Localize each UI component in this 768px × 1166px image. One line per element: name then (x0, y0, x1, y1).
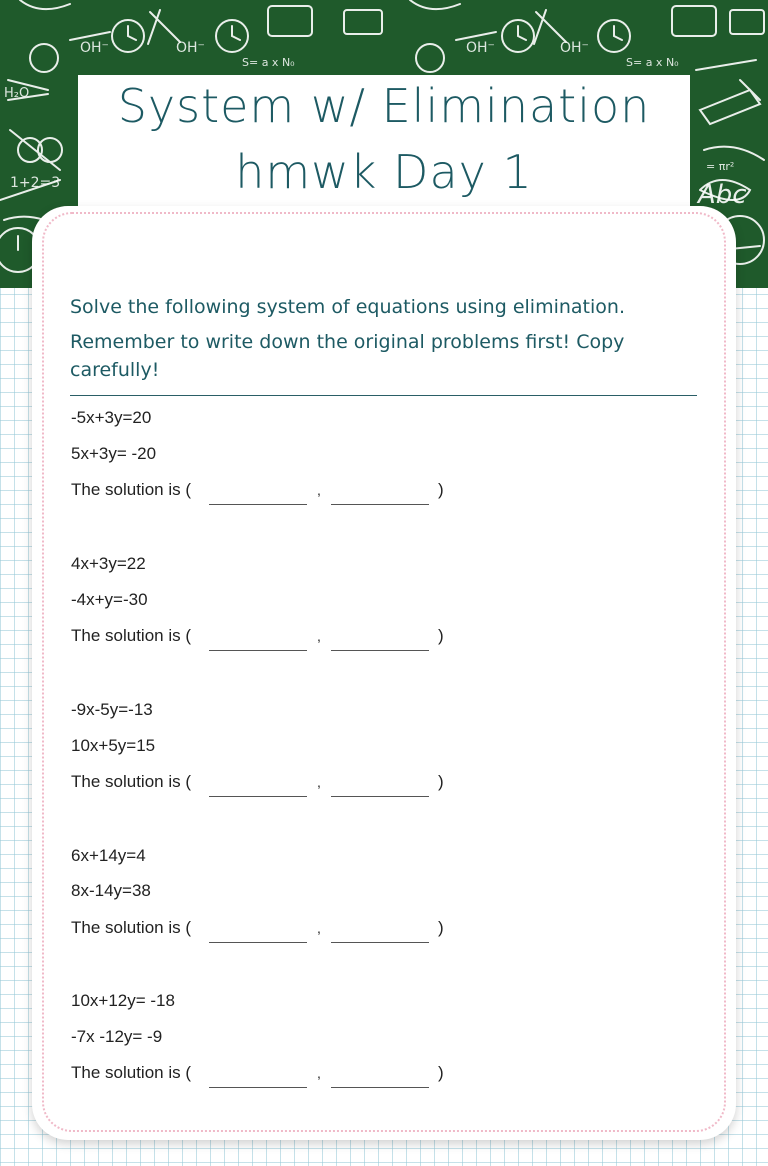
chalk-text-123: 1+2=3 (10, 175, 61, 191)
solution-label: The solution is ( (71, 480, 191, 499)
solution-label: The solution is ( (71, 626, 191, 645)
solution-comma: , (317, 628, 321, 644)
solution-close-paren: ) (438, 1063, 444, 1082)
chalk-text-h2o: H₂O (4, 86, 30, 101)
chalk-text-formula-2: S= a x N₀ (626, 56, 679, 69)
chalk-text-oh: OH⁻ (80, 40, 109, 56)
equation-1: 4x+3y=22 (71, 554, 146, 573)
instructions-divider (70, 395, 697, 396)
solution-y-input[interactable] (331, 774, 429, 797)
solution-x-input[interactable] (209, 482, 307, 505)
solution-y-input[interactable] (331, 920, 429, 943)
equation-1: 6x+14y=4 (71, 846, 146, 865)
chalk-text-abc: Abc (698, 180, 747, 210)
chalk-text-formula: S= a x N₀ (242, 56, 295, 69)
title-card (78, 75, 690, 215)
solution-x-input[interactable] (209, 774, 307, 797)
solution-y-input[interactable] (331, 1065, 429, 1088)
solution-y-input[interactable] (331, 628, 429, 651)
instructions-line-2: Remember to write down the original problems first! Copy carefully! (70, 331, 625, 381)
solution-comma: , (317, 920, 321, 936)
equation-2: 8x-14y=38 (71, 881, 151, 900)
equation-2: -4x+y=-30 (71, 590, 148, 609)
chalk-text-pir2: = πr² (706, 160, 735, 173)
chalk-text-oh-2: OH⁻ (176, 40, 205, 56)
solution-label: The solution is ( (71, 772, 191, 791)
equation-2: -7x -12y= -9 (71, 1027, 163, 1046)
solution-close-paren: ) (438, 480, 444, 499)
solution-comma: , (317, 774, 321, 790)
solution-close-paren: ) (438, 918, 444, 937)
equation-1: -5x+3y=20 (71, 408, 152, 427)
solution-label: The solution is ( (71, 918, 191, 937)
equation-2: 5x+3y= -20 (71, 444, 157, 463)
equation-2: 10x+5y=15 (71, 736, 156, 755)
chalk-text-oh-3: OH⁻ (466, 40, 495, 56)
solution-label: The solution is ( (71, 1063, 191, 1082)
instructions (70, 292, 696, 384)
solution-comma: , (317, 1065, 321, 1081)
solution-close-paren: ) (438, 772, 444, 791)
solution-x-input[interactable] (209, 628, 307, 651)
solution-x-input[interactable] (209, 1065, 307, 1088)
page-title: System w/ Elimination (117, 79, 651, 133)
chalk-text-oh-4: OH⁻ (560, 40, 589, 56)
instructions-line-1: Solve the following system of equations using elimination. (70, 296, 625, 318)
solution-comma: , (317, 482, 321, 498)
equation-1: 10x+12y= -18 (71, 991, 175, 1010)
solution-x-input[interactable] (209, 920, 307, 943)
solution-y-input[interactable] (331, 482, 429, 505)
solution-close-paren: ) (438, 626, 444, 645)
equation-1: -9x-5y=-13 (71, 700, 153, 719)
page-subtitle: hmwk Day 1 (235, 145, 533, 199)
